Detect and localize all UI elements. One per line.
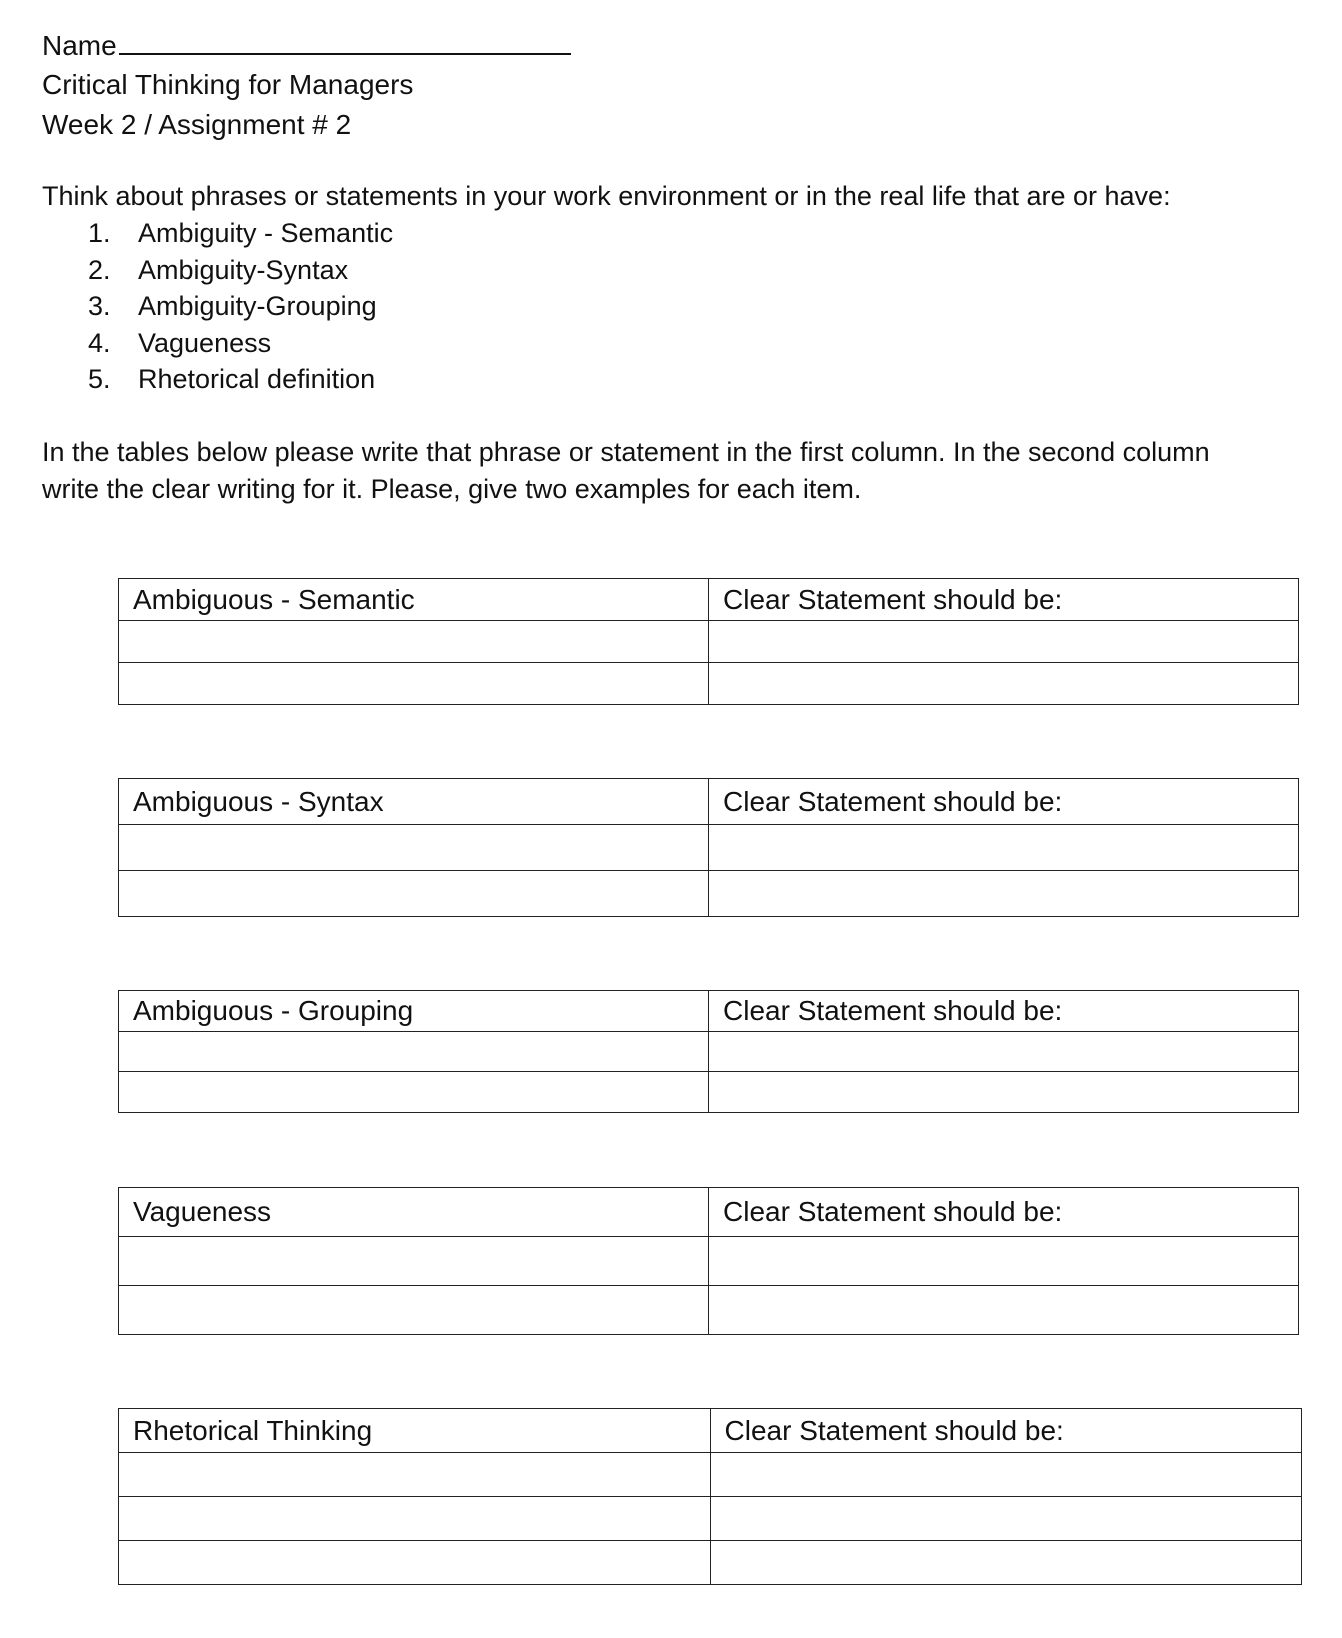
header-cell-clear: Clear Statement should be: bbox=[709, 1188, 1299, 1237]
course-title: Critical Thinking for Managers bbox=[42, 69, 414, 100]
header-cell-clear: Clear Statement should be: bbox=[709, 991, 1299, 1032]
answer-cell[interactable] bbox=[119, 825, 709, 871]
header-cell-ambiguous: Ambiguous - Syntax bbox=[119, 779, 709, 825]
table-syntax bbox=[118, 778, 1299, 917]
table-header-row bbox=[119, 1409, 1302, 1453]
answer-cell[interactable] bbox=[710, 1453, 1302, 1497]
table-vagueness bbox=[118, 1187, 1299, 1335]
answer-cell[interactable] bbox=[119, 1453, 711, 1497]
table-header-row bbox=[119, 779, 1299, 825]
answer-cell[interactable] bbox=[710, 1497, 1302, 1541]
answer-cell[interactable] bbox=[119, 1286, 709, 1335]
answer-cell[interactable] bbox=[709, 825, 1299, 871]
answer-cell[interactable] bbox=[119, 621, 709, 663]
header-cell-clear: Clear Statement should be: bbox=[710, 1409, 1302, 1453]
answer-cell[interactable] bbox=[709, 1031, 1299, 1072]
name-label: Name bbox=[42, 30, 117, 61]
table-row bbox=[119, 825, 1299, 871]
list-item bbox=[88, 215, 393, 252]
answer-cell[interactable] bbox=[709, 1072, 1299, 1113]
answer-cell[interactable] bbox=[709, 871, 1299, 917]
answer-cell[interactable] bbox=[119, 1497, 711, 1541]
instructions-line: In the tables below please write that phrase or statement in the first column. In the second column bbox=[42, 437, 1210, 467]
name-underline[interactable] bbox=[119, 25, 571, 55]
header-cell-ambiguous: Ambiguous - Grouping bbox=[119, 991, 709, 1032]
table-row bbox=[119, 1286, 1299, 1335]
table-row bbox=[119, 871, 1299, 917]
table-header-row bbox=[119, 991, 1299, 1032]
table-row bbox=[119, 1541, 1302, 1585]
list-text: Ambiguity-Syntax bbox=[138, 254, 349, 285]
answer-cell[interactable] bbox=[710, 1541, 1302, 1585]
header-cell-vagueness: Vagueness bbox=[119, 1188, 709, 1237]
list-number: 5. bbox=[88, 364, 111, 394]
table-row bbox=[119, 621, 1299, 663]
table-row bbox=[119, 663, 1299, 705]
table-semantic bbox=[118, 578, 1299, 705]
table-row bbox=[119, 1453, 1302, 1497]
intro-text: Think about phrases or statements in your work environment or in the real life that are or have: bbox=[42, 181, 1171, 211]
answer-cell[interactable] bbox=[709, 1237, 1299, 1286]
list-number: 1. bbox=[88, 218, 111, 248]
list-text: Ambiguity - Semantic bbox=[138, 218, 394, 248]
answer-cell[interactable] bbox=[119, 1031, 709, 1072]
list-number: 3. bbox=[88, 291, 111, 321]
table-header-row bbox=[119, 1188, 1299, 1237]
list-text: Vagueness bbox=[138, 327, 272, 358]
instructions-line: write the clear writing for it. Please, give two examples for each item. bbox=[42, 473, 862, 504]
answer-cell[interactable] bbox=[709, 663, 1299, 705]
header-cell-clear: Clear Statement should be: bbox=[709, 579, 1299, 621]
answer-cell[interactable] bbox=[119, 663, 709, 705]
instructions bbox=[42, 434, 1282, 507]
answer-cell[interactable] bbox=[119, 1237, 709, 1286]
category-list bbox=[88, 215, 393, 398]
answer-cell[interactable] bbox=[119, 871, 709, 917]
list-number: 4. bbox=[88, 327, 111, 358]
assignment-title: Week 2 / Assignment # 2 bbox=[42, 109, 352, 140]
list-text: Rhetorical definition bbox=[138, 364, 376, 394]
table-row bbox=[119, 1497, 1302, 1541]
table-row bbox=[119, 1072, 1299, 1113]
list-item bbox=[88, 325, 393, 362]
header-cell-ambiguous: Ambiguous - Semantic bbox=[119, 579, 709, 621]
name-field bbox=[42, 25, 571, 66]
answer-cell[interactable] bbox=[709, 621, 1299, 663]
header-cell-clear: Clear Statement should be: bbox=[709, 779, 1299, 825]
table-row bbox=[119, 1031, 1299, 1072]
header-cell-rhetorical: Rhetorical Thinking bbox=[119, 1409, 711, 1453]
answer-cell[interactable] bbox=[119, 1541, 711, 1585]
list-number: 2. bbox=[88, 254, 111, 285]
table-rhetorical bbox=[118, 1408, 1302, 1585]
table-grouping bbox=[118, 990, 1299, 1113]
answer-cell[interactable] bbox=[119, 1072, 709, 1113]
list-text: Ambiguity-Grouping bbox=[138, 291, 377, 321]
table-row bbox=[119, 1237, 1299, 1286]
answer-cell[interactable] bbox=[709, 1286, 1299, 1335]
list-item bbox=[88, 288, 393, 325]
list-item bbox=[88, 252, 393, 289]
list-item bbox=[88, 361, 393, 398]
table-header-row bbox=[119, 579, 1299, 621]
